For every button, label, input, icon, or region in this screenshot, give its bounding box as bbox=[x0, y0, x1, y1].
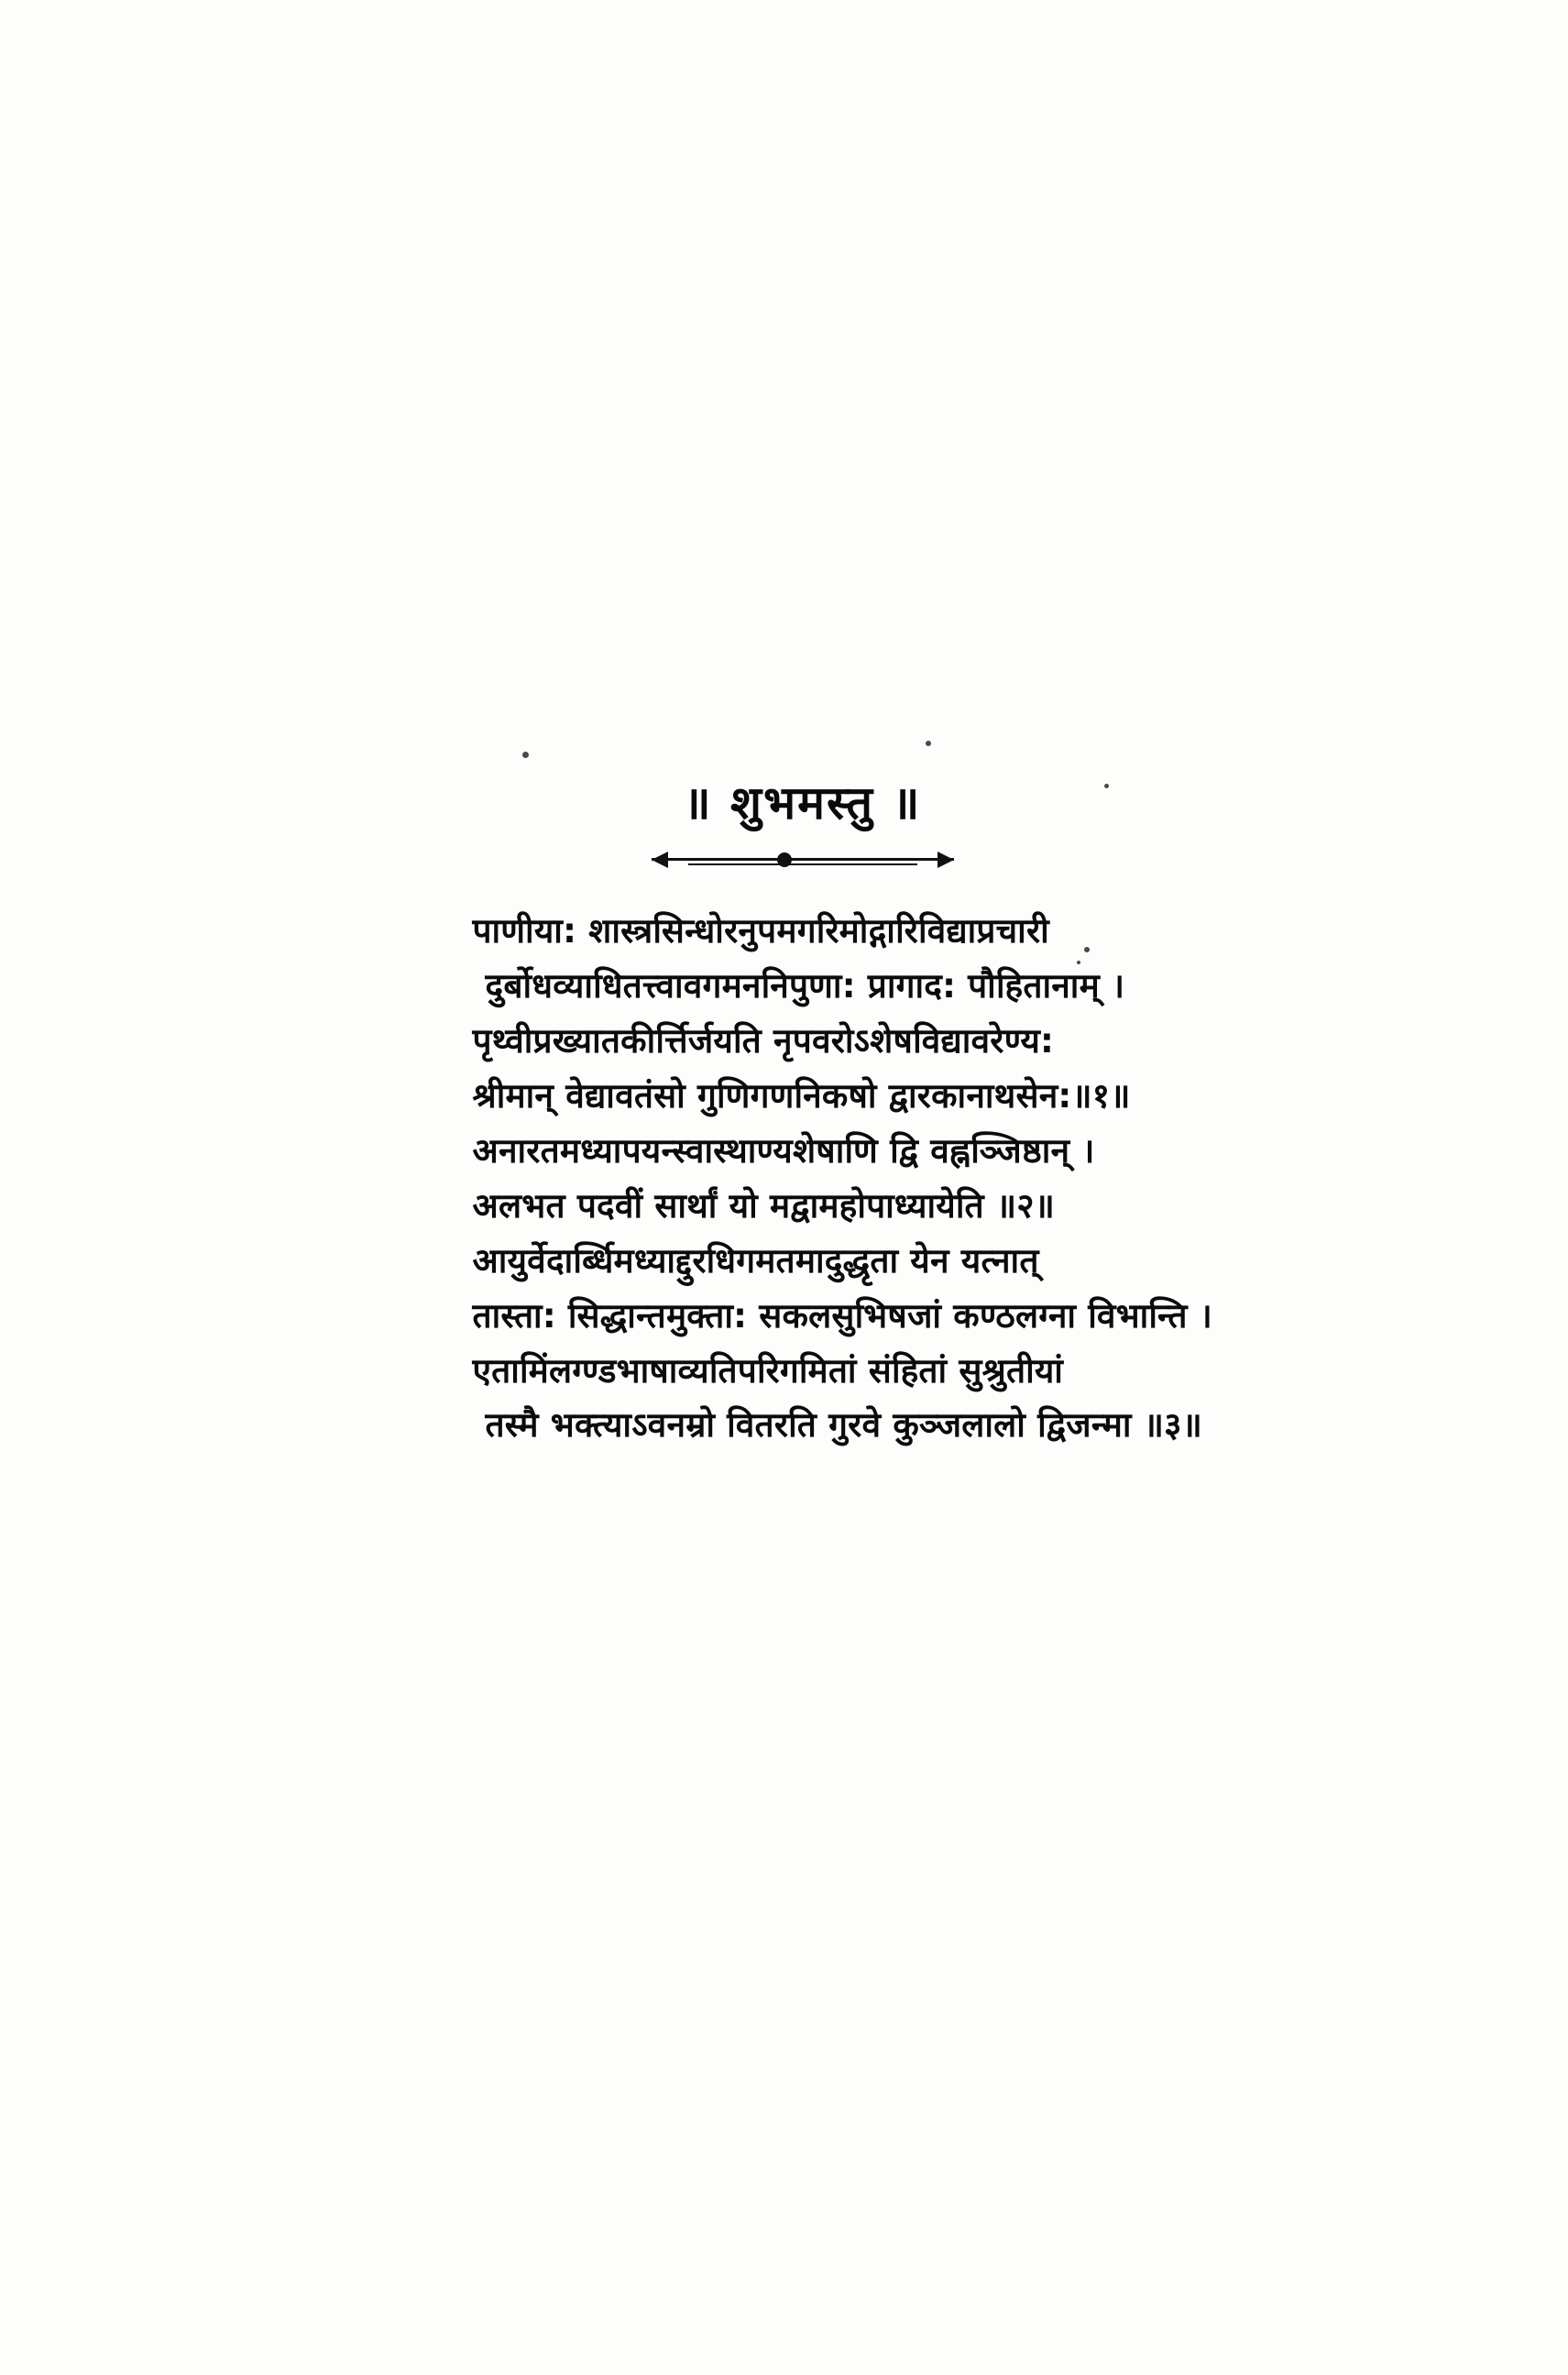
verse-line: पाणीया: शास्त्रसिन्धोरनुपमगरिमोद्गारिविद्याप्रचारी bbox=[472, 911, 1049, 951]
verse-line: अनारतमध्यापयन्स्वास्थाण्यशेषाणि द्वि वह्नञ्जिष्ठान् । bbox=[472, 1130, 1095, 1171]
verse-line: दुर्बोधव्याधितत्त्वावगमननिपुणा: प्रागाद: पौहितानाम् । bbox=[485, 965, 1125, 1006]
ornamental-divider bbox=[615, 849, 954, 871]
scan-speck bbox=[926, 741, 931, 746]
verse-line: तास्ता: सिद्धान्तमुक्ता: सकलसुभिषजां कण्ठलग्ना विभान्ति । bbox=[472, 1295, 1212, 1336]
divider-rule bbox=[652, 858, 954, 861]
arrow-right-icon bbox=[938, 852, 954, 868]
invocation-heading: ॥ शुभमस्तु ॥ bbox=[683, 776, 922, 830]
divider-rule-secondary bbox=[688, 863, 917, 865]
divider-dot-icon bbox=[777, 852, 792, 867]
verse-line: श्रीमान् वेद्यावतंसो गुणिगणनिकषो द्वारकानाथसेन:॥१॥ bbox=[472, 1075, 1131, 1116]
verse-line: एतामिंलग्ण्डभाषाव्यतिपरिगमितां संहितां सुश्रुतीयां bbox=[472, 1350, 1064, 1391]
verse-line: तस्मै भक्त्याऽवनम्रो वितरति गुरवे कुञ्जलालो द्विजन्मा ॥३॥ bbox=[485, 1405, 1202, 1446]
verse-line: आयुर्वेदार्ब्धिमध्याद्दुरधिगमतमादुद्धृता येन यत्नात् bbox=[472, 1240, 1039, 1281]
verse-line: पृथ्वीप्रख्यातकीर्त्तिर्जयति नृपवरोऽशेषविद्यावरेण्य: bbox=[472, 1020, 1055, 1061]
page-content bbox=[0, 770, 1568, 1453]
scan-speck bbox=[522, 752, 529, 758]
verse-line: अलभत पदवीं सार्थां यो मद्वामहोपाध्यायेति ॥२॥ bbox=[472, 1185, 1056, 1226]
verse-block bbox=[335, 904, 1234, 1453]
